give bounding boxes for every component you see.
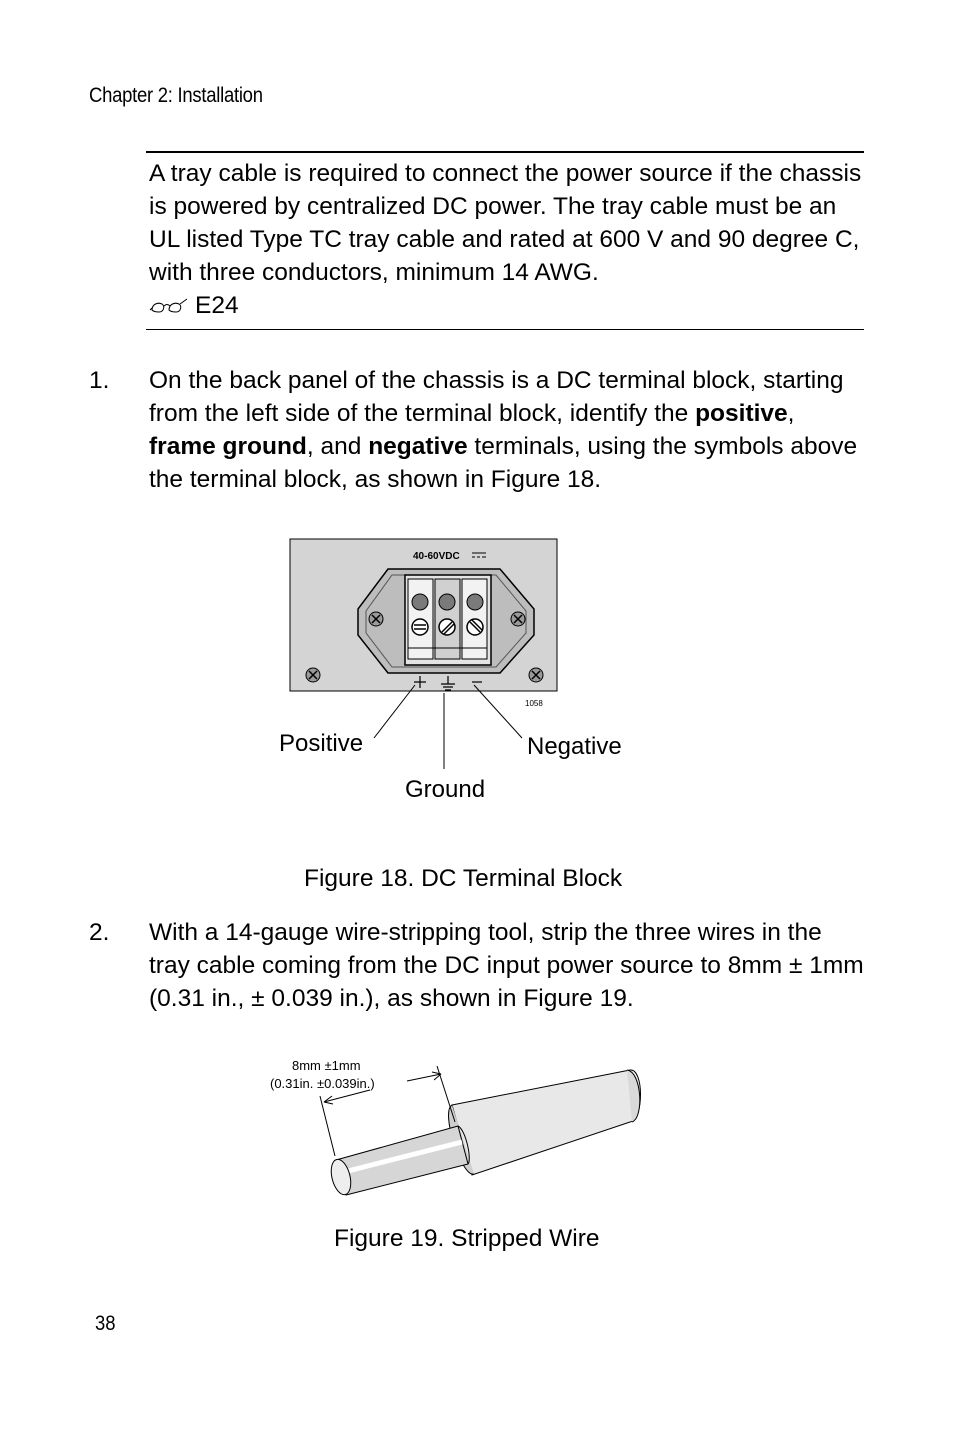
- note-ref-code: E24: [195, 292, 239, 319]
- step-text-part: On the back panel of the chassis is a DC terminal block, starting from the left side of the terminal block, identify the: [149, 367, 844, 427]
- step-text: With a 14-gauge wire-stripping tool, strip the three wires in the tray cable coming from the DC input power source to 8mm ± 1mm (0.31 in., ± 0.039 in.), as shown in Figure 19.: [149, 919, 864, 1012]
- note-text: A tray cable is required to connect the power source if the chassis is powered by centralized DC power. The tray cable must be an UL listed Type TC tray cable and rated at 600 V and 90 degree C, with three conductors, minimum 14 AWG.: [149, 160, 862, 286]
- part-number: 1058: [525, 699, 543, 708]
- note-reference: [149, 289, 864, 322]
- note-box: [146, 151, 864, 330]
- dimension-line-2: (0.31in. ±0.039in.): [270, 1076, 375, 1091]
- ground-label: Ground: [405, 776, 486, 803]
- eyeglasses-icon: [149, 296, 189, 316]
- step-text-part: , and: [306, 433, 369, 460]
- step-text: [149, 364, 864, 496]
- chapter-header: Chapter 2: Installation: [89, 84, 263, 107]
- step-number: 2.: [89, 919, 110, 946]
- term-negative: negative: [368, 433, 468, 460]
- step-text-part: terminals, using the symbols above the terminal block, as shown in Figure 18.: [149, 433, 858, 493]
- step-1: [89, 364, 864, 496]
- negative-label: Negative: [527, 733, 622, 760]
- stripped-wire-figure: [262, 1050, 662, 1210]
- term-frame-ground: frame ground: [149, 433, 307, 460]
- figure-18-caption: Figure 18. DC Terminal Block: [304, 865, 623, 892]
- step-text-part: ,: [787, 400, 795, 427]
- page-number: 38: [95, 1312, 116, 1335]
- dc-terminal-block-figure: [270, 535, 650, 815]
- step-2: [89, 916, 864, 1015]
- term-positive: positive: [695, 400, 788, 427]
- panel-voltage-label: 40-60VDC: [413, 551, 460, 562]
- figure-19-caption: Figure 19. Stripped Wire: [334, 1225, 600, 1252]
- dimension-line-1: 8mm ±1mm: [292, 1058, 361, 1073]
- positive-label: Positive: [279, 730, 364, 757]
- step-number: 1.: [89, 367, 110, 394]
